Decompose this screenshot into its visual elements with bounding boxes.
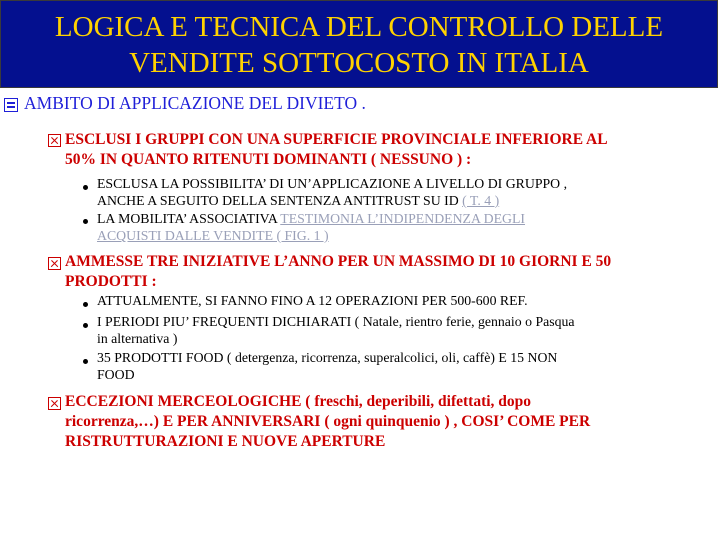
sub-2-2-line-2: in alternativa ) xyxy=(97,331,178,346)
point-2-line-1: AMMESSE TRE INIZIATIVE L’ANNO PER UN MASSIMO DI 10 GIORNI E 50 xyxy=(65,253,612,270)
point-2-line-2: PRODOTTI : xyxy=(65,273,157,290)
x-box-icon xyxy=(48,257,61,270)
sub-2-3-line-2: FOOD xyxy=(97,367,135,382)
sub-1-1-line-2: ANCHE A SEGUITO DELLA SENTENZA ANTITRUST SU ID ( T. 4 ) xyxy=(97,193,500,208)
bullet-dot xyxy=(83,323,88,328)
point-1-line-2: 50% IN QUANTO RITENUTI DOMINANTI ( NESSUNO ) : xyxy=(65,151,472,168)
section-heading: AMBITO DI APPLICAZIONE DEL DIVIETO . xyxy=(24,93,366,113)
point-1-line-1: ESCLUSI I GRUPPI CON UNA SUPERFICIE PROVINCIALE INFERIORE AL xyxy=(65,131,608,148)
bullet-dot xyxy=(83,359,88,364)
point-3-line-2: ricorrenza,…) E PER ANNIVERSARI ( ogni quinquenio ) , COSI’ COME PER xyxy=(65,413,591,430)
bullet-dot xyxy=(83,185,88,190)
x-box-icon xyxy=(48,134,61,147)
sub-2-2-line-1: I PERIODI PIU’ FREQUENTI DICHIARATI ( Natale, rientro ferie, gennaio o Pasqua xyxy=(97,314,575,329)
sub-1-2-line-1: LA MOBILITA’ ASSOCIATIVA TESTIMONIA L’INDIPENDENZA DEGLI xyxy=(97,211,526,226)
figure-reference-link-cont[interactable]: ACQUISTI DALLE VENDITE ( FIG. 1 ) xyxy=(97,228,329,243)
table-reference-link[interactable]: ( T. 4 ) xyxy=(462,193,500,208)
figure-reference-link[interactable]: TESTIMONIA L’INDIPENDENZA DEGLI xyxy=(280,211,526,226)
title-line-1: LOGICA E TECNICA DEL CONTROLLO DELLE xyxy=(54,11,664,43)
title-line-2: VENDITE SOTTOCOSTO IN ITALIA xyxy=(129,47,589,79)
sub-1-1-line-1: ESCLUSA LA POSSIBILITA’ DI UN’APPLICAZIONE A LIVELLO DI GRUPPO , xyxy=(97,176,568,191)
sub-2-3-line-1: 35 PRODOTTI FOOD ( detergenza, ricorrenza, superalcolici, oli, caffè) E 15 NON xyxy=(97,350,558,365)
point-3-line-1: ECCEZIONI MERCEOLOGICHE ( freschi, deperibili, difettati, dopo xyxy=(65,393,532,410)
x-box-icon xyxy=(48,397,61,410)
sub-1-2-line-2 xyxy=(97,228,329,244)
bullet-dot xyxy=(83,219,88,224)
point-3-line-3: RISTRUTTURAZIONI E NUOVE APERTURE xyxy=(65,433,386,450)
plus-box-icon xyxy=(4,98,18,112)
sub-2-1-line-1: ATTUALMENTE, SI FANNO FINO A 12 OPERAZIONI PER 500-600 REF. xyxy=(97,293,528,308)
bullet-dot xyxy=(83,302,88,307)
